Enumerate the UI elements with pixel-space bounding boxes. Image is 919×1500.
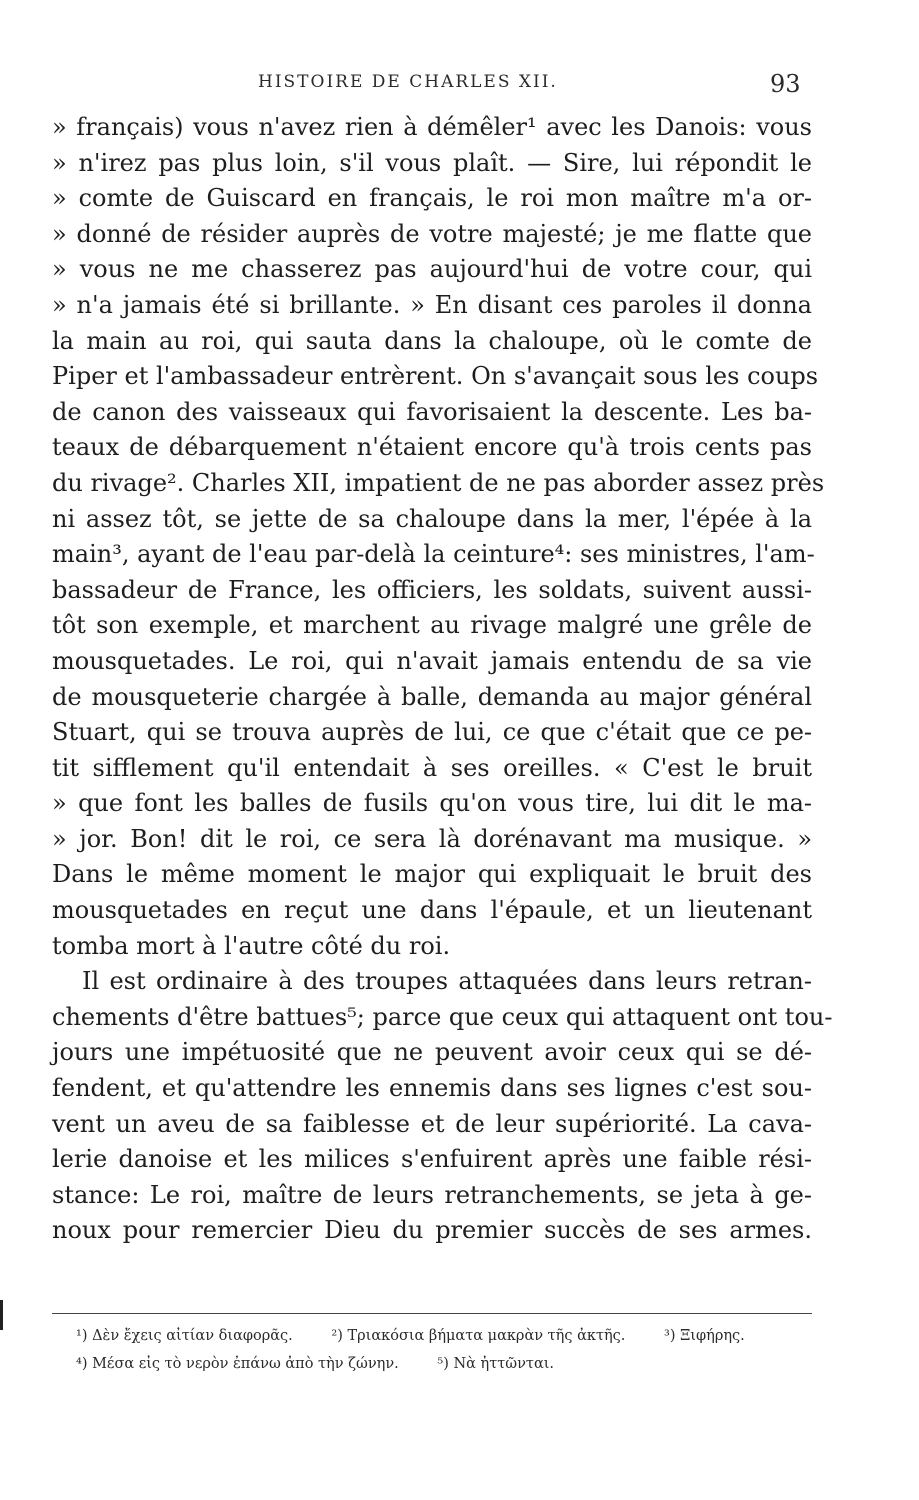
- footnote: ²) Τριακόσια βήματα μακρὰν τῆς ἀκτῆς.: [331, 1328, 626, 1344]
- text-line: » n'irez pas plus loin, s'il vous plaît. — Sire, lui répondit le: [52, 148, 812, 177]
- text-line: main³, ayant de l'eau par-delà la ceinture⁴: ses ministres, l'am-: [52, 540, 815, 569]
- text-line: la main au roi, qui sauta dans la chaloupe, où le comte de: [52, 326, 812, 355]
- text-line: jours une impétuosité que ne peuvent avoir ceux qui se dé-: [52, 1038, 812, 1067]
- text-line: Il est ordinaire à des troupes attaquées dans leurs retran-: [82, 967, 812, 996]
- footnote-line: [76, 1350, 812, 1378]
- text-line: Stuart, qui se trouva auprès de lui, ce que c'était que ce pe-: [52, 718, 812, 747]
- running-title: HISTOIRE DE CHARLES XII.: [258, 72, 558, 92]
- footnote-divider: [52, 1313, 812, 1314]
- text-line: tomba mort à l'autre côté du roi.: [52, 931, 451, 960]
- text-line: » donné de résider auprès de votre majesté; je me flatte que: [52, 219, 812, 248]
- text-line: mousquetades en reçut une dans l'épaule, et un lieutenant: [52, 896, 812, 925]
- text-line: de mousqueterie chargée à balle, demanda au major général: [52, 682, 812, 711]
- text-line: fendent, et qu'attendre les ennemis dans ses lignes c'est sou-: [52, 1074, 812, 1103]
- footnote: ⁴) Μέσα εἰς τὸ νερὸν ἐπάνω ἀπὸ τὴν ζώνην.: [76, 1356, 399, 1372]
- text-line: chements d'être battues⁵; parce que ceux qui attaquent ont tou-: [52, 1002, 833, 1031]
- text-line: Dans le même moment le major qui expliquait le bruit des: [52, 860, 812, 889]
- text-line: ni assez tôt, se jette de sa chaloupe dans la mer, l'épée à la: [52, 504, 812, 533]
- text-line: » que font les balles de fusils qu'on vous tire, lui dit le ma-: [52, 789, 812, 818]
- text-line: » français) vous n'avez rien à démêler¹ avec les Danois: vous: [52, 113, 812, 141]
- text-line: stance: Le roi, maître de leurs retranchements, se jeta à ge-: [52, 1180, 812, 1209]
- footnote: ³) Ξιφήρης.: [664, 1328, 745, 1344]
- page-edge-mark: [0, 1300, 3, 1330]
- text-line: tit sifflement qu'il entendait à ses oreilles. « C'est le bruit: [52, 753, 812, 782]
- footnotes: [76, 1322, 812, 1378]
- body-text: [52, 110, 833, 1249]
- footnote-line: [76, 1322, 812, 1350]
- footnote: ¹) Δὲν ἔχεις αἰτίαν διαφορᾶς.: [76, 1328, 293, 1344]
- page-number: 93: [770, 70, 801, 98]
- text-line: du rivage². Charles XII, impatient de ne pas aborder assez près: [52, 468, 825, 497]
- text-line: vent un aveu de sa faiblesse et de leur supériorité. La cava-: [52, 1109, 812, 1138]
- text-line: mousquetades. Le roi, qui n'avait jamais entendu de sa vie: [52, 646, 812, 675]
- text-line: » vous ne me chasserez pas aujourd'hui de votre cour, qui: [52, 255, 812, 284]
- text-line: teaux de débarquement n'étaient encore qu'à trois cents pas: [52, 433, 812, 462]
- text-line: » comte de Guiscard en français, le roi mon maître m'a or-: [52, 184, 812, 213]
- text-line: noux pour remercier Dieu du premier succès de ses armes.: [52, 1216, 812, 1245]
- text-line: » n'a jamais été si brillante. » En disant ces paroles il donna: [52, 290, 812, 319]
- text-line: lerie danoise et les milices s'enfuirent après une faible rési-: [52, 1145, 812, 1174]
- text-line: Piper et l'ambassadeur entrèrent. On s'avançait sous les coups: [52, 362, 819, 391]
- text-line: de canon des vaisseaux qui favorisaient la descente. Les ba-: [52, 397, 812, 426]
- text-line: tôt son exemple, et marchent au rivage malgré une grêle de: [52, 611, 812, 640]
- footnote: ⁵) Νὰ ἡττῶνται.: [437, 1356, 555, 1372]
- text-line: » jor. Bon! dit le roi, ce sera là dorénavant ma musique. »: [52, 824, 812, 853]
- text-line: bassadeur de France, les officiers, les soldats, suivent aussi-: [52, 575, 812, 604]
